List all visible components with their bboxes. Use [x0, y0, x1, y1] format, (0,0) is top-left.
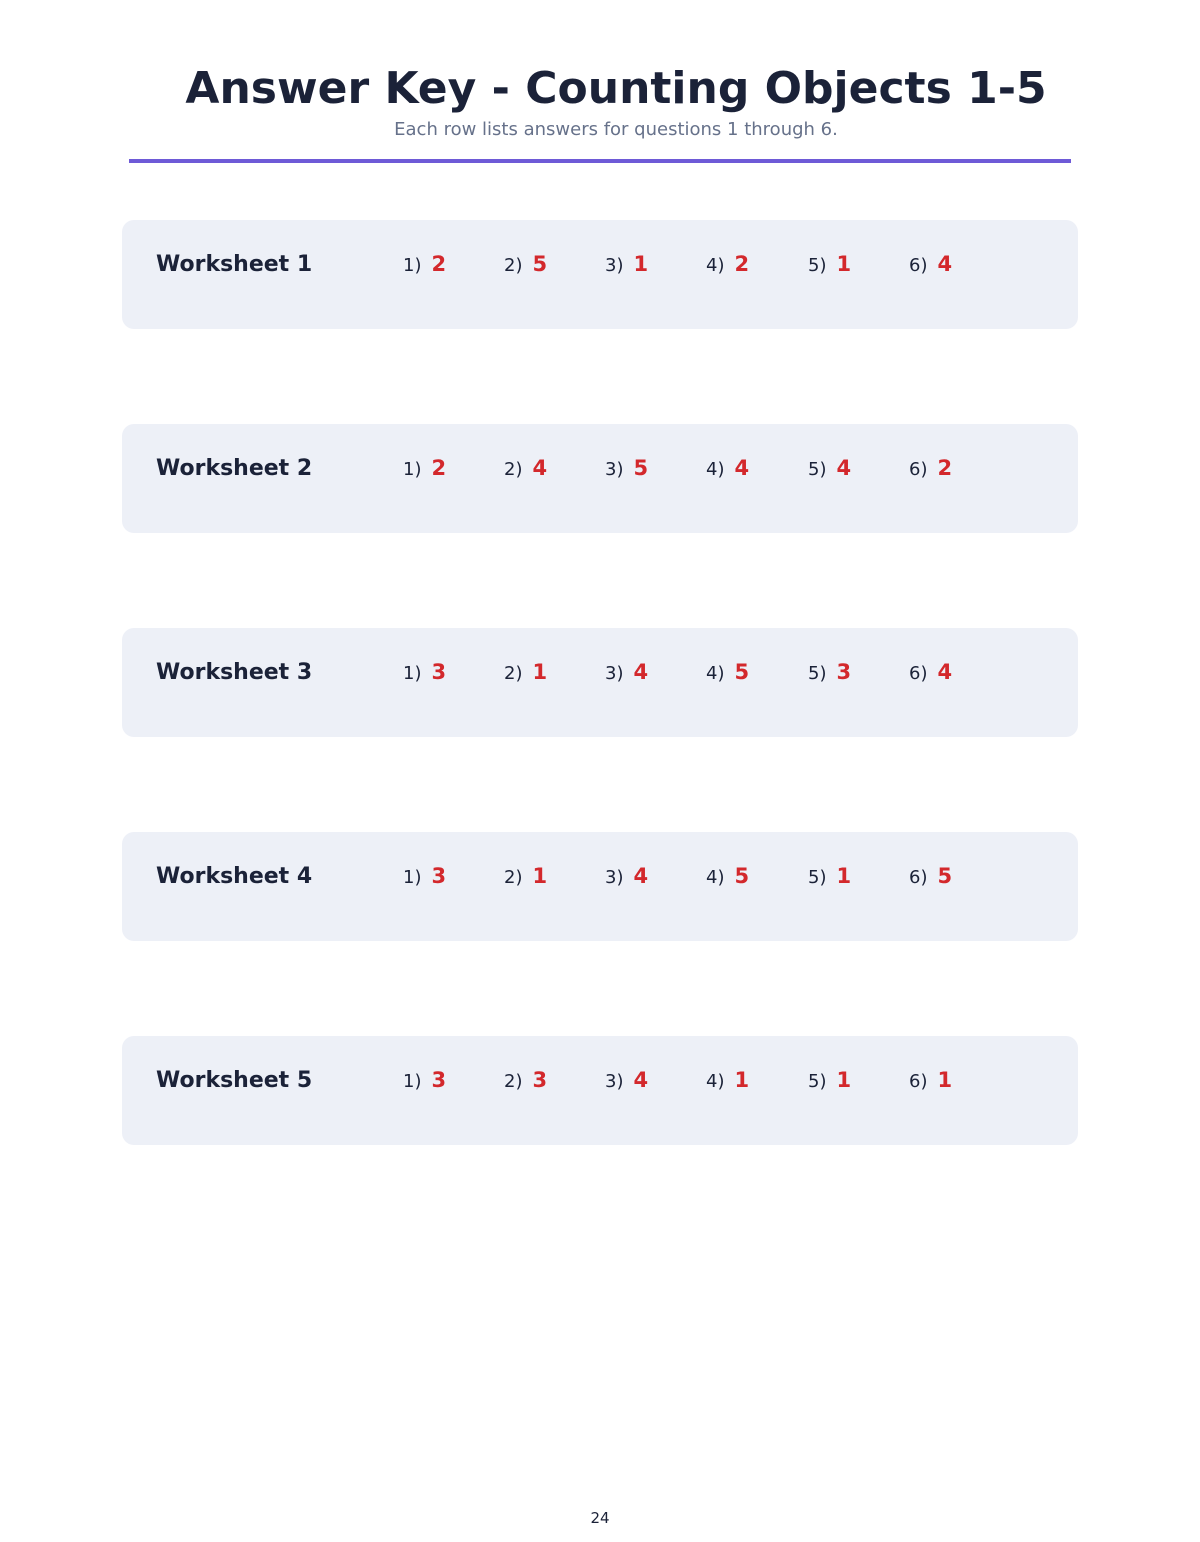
question-number: 4) [706, 663, 725, 684]
answer-value: 4 [633, 1068, 649, 1092]
answer-value: 1 [532, 660, 548, 684]
question-number: 3) [605, 459, 624, 480]
answer-value: 1 [633, 252, 649, 276]
question-number: 1) [403, 663, 422, 684]
question-number: 6) [909, 1071, 928, 1092]
answer-value: 5 [532, 252, 548, 276]
answer-item [605, 454, 648, 484]
question-number: 1) [403, 1071, 422, 1092]
answer-value: 1 [734, 1068, 750, 1092]
answer-item [504, 1066, 547, 1096]
question-number: 6) [909, 255, 928, 276]
answer-value: 1 [532, 864, 548, 888]
answer-item [909, 250, 952, 280]
worksheet-row-4 [122, 832, 1078, 941]
answer-value: 4 [532, 456, 548, 480]
worksheet-row-5 [122, 1036, 1078, 1145]
answer-value: 5 [734, 660, 750, 684]
page-subtitle: Each row lists answers for questions 1 through 6. [394, 119, 838, 140]
answer-value: 5 [633, 456, 649, 480]
answer-item [504, 454, 547, 484]
question-number: 3) [605, 255, 624, 276]
question-number: 4) [706, 459, 725, 480]
answer-value: 5 [734, 864, 750, 888]
answer-item [706, 1066, 749, 1096]
answer-item [403, 658, 446, 688]
answer-item [403, 454, 446, 484]
question-number: 6) [909, 867, 928, 888]
worksheet-row-2 [122, 424, 1078, 533]
answer-item [706, 454, 749, 484]
answer-item [605, 862, 648, 892]
answer-item [403, 862, 446, 892]
question-number: 5) [808, 255, 827, 276]
answer-value: 1 [836, 864, 852, 888]
answer-item [808, 250, 851, 280]
question-number: 4) [706, 1071, 725, 1092]
worksheet-label: Worksheet 4 [156, 864, 313, 889]
answer-value: 3 [431, 1068, 447, 1092]
answer-item [808, 658, 851, 688]
question-number: 1) [403, 867, 422, 888]
answer-value: 4 [937, 252, 953, 276]
question-number: 5) [808, 459, 827, 480]
answer-key-list [122, 220, 1078, 1240]
page-title: Answer Key - Counting Objects 1-5 [185, 63, 1047, 114]
worksheet-label: Worksheet 3 [156, 660, 313, 685]
answer-item [504, 658, 547, 688]
question-number: 1) [403, 459, 422, 480]
question-number: 2) [504, 1071, 523, 1092]
answer-value: 2 [431, 252, 447, 276]
answer-value: 1 [836, 252, 852, 276]
answer-item [504, 250, 547, 280]
answer-item [403, 250, 446, 280]
question-number: 3) [605, 867, 624, 888]
question-number: 2) [504, 255, 523, 276]
question-number: 6) [909, 459, 928, 480]
question-number: 1) [403, 255, 422, 276]
question-number: 6) [909, 663, 928, 684]
answer-item [706, 658, 749, 688]
answer-value: 1 [836, 1068, 852, 1092]
answer-value: 2 [734, 252, 750, 276]
worksheet-label: Worksheet 5 [156, 1068, 313, 1093]
answer-value: 4 [836, 456, 852, 480]
answer-value: 3 [532, 1068, 548, 1092]
question-number: 4) [706, 867, 725, 888]
question-number: 2) [504, 459, 523, 480]
answer-item [605, 1066, 648, 1096]
answer-value: 4 [633, 864, 649, 888]
worksheet-label: Worksheet 2 [156, 456, 313, 481]
answer-item [909, 658, 952, 688]
question-number: 4) [706, 255, 725, 276]
answer-item [706, 862, 749, 892]
answer-value: 4 [937, 660, 953, 684]
answer-item [808, 862, 851, 892]
question-number: 3) [605, 663, 624, 684]
question-number: 5) [808, 1071, 827, 1092]
answer-item [706, 250, 749, 280]
answer-item [605, 250, 648, 280]
answer-value: 4 [734, 456, 750, 480]
answer-item [909, 454, 952, 484]
answer-item [808, 1066, 851, 1096]
question-number: 2) [504, 663, 523, 684]
answer-value: 5 [937, 864, 953, 888]
question-number: 5) [808, 663, 827, 684]
answer-value: 1 [937, 1068, 953, 1092]
answer-value: 3 [431, 864, 447, 888]
worksheet-row-1 [122, 220, 1078, 329]
answer-value: 2 [431, 456, 447, 480]
page-number: 24 [590, 1509, 610, 1527]
answer-item [909, 1066, 952, 1096]
header-divider [129, 159, 1071, 163]
answer-value: 4 [633, 660, 649, 684]
question-number: 2) [504, 867, 523, 888]
worksheet-row-3 [122, 628, 1078, 737]
answer-item [504, 862, 547, 892]
answer-item [605, 658, 648, 688]
answer-value: 3 [431, 660, 447, 684]
question-number: 3) [605, 1071, 624, 1092]
answer-value: 2 [937, 456, 953, 480]
answer-item [808, 454, 851, 484]
answer-item [403, 1066, 446, 1096]
question-number: 5) [808, 867, 827, 888]
answer-value: 3 [836, 660, 852, 684]
worksheet-label: Worksheet 1 [156, 252, 313, 277]
answer-item [909, 862, 952, 892]
